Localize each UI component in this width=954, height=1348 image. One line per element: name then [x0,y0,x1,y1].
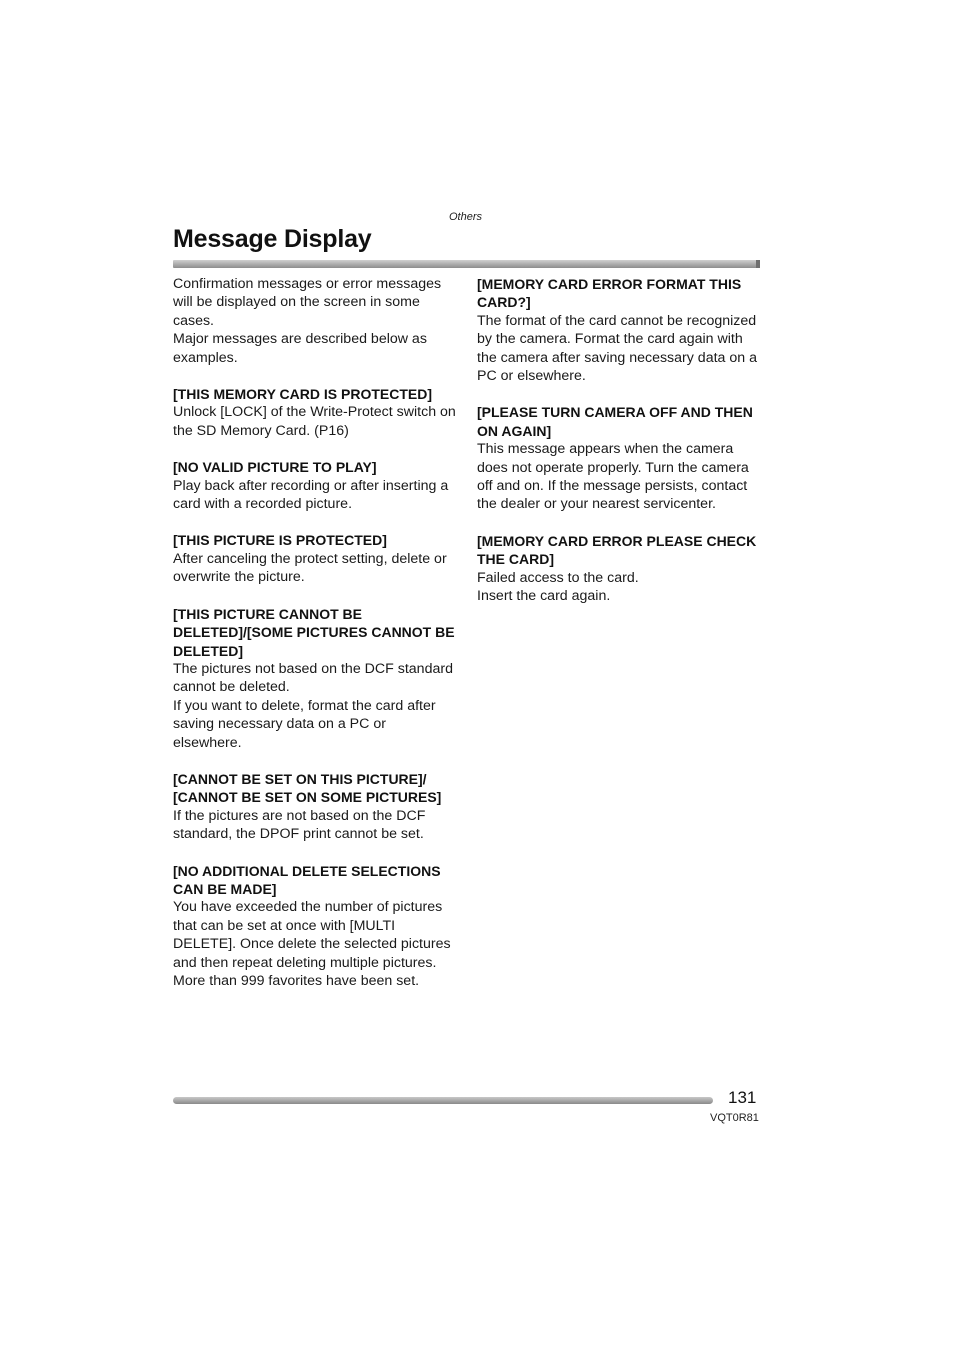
model-code: VQT0R81 [710,1112,759,1124]
message-entry [477,532,761,606]
message-description [477,569,761,606]
message-heading: [THIS PICTURE IS PROTECTED] [173,532,387,549]
description-line: The pictures not based on the DCF standard cannot be deleted. [173,660,453,696]
description-line: Unlock [LOCK] of the Write-Protect switch on the SD Memory Card. (P16) [173,404,456,439]
intro-paragraph: Major messages are described below as examples. [173,331,427,366]
message-description [173,807,458,844]
message-entry [173,458,458,513]
right-column [477,275,761,624]
message-description [173,477,458,514]
message-entry [477,275,761,385]
message-description [477,312,761,386]
message-heading: [NO VALID PICTURE TO PLAY] [173,459,377,476]
message-description [173,550,458,587]
description-line: After canceling the protect setting, delete or overwrite the picture. [173,550,447,586]
message-heading: [MEMORY CARD ERROR FORMAT THIS CARD?] [477,276,742,311]
page-number: 131 [728,1088,757,1107]
message-heading: [MEMORY CARD ERROR PLEASE CHECK THE CARD] [477,532,757,568]
message-entry [477,403,761,513]
description-line: If you want to delete, format the card after saving necessary data on a PC or elsewhere. [173,697,436,751]
message-heading: [NO ADDITIONAL DELETE SELECTIONS CAN BE MADE] [173,862,441,897]
message-heading: [PLEASE TURN CAMERA OFF AND THEN ON AGAIN] [477,404,753,439]
message-entry [173,605,458,752]
message-description [173,898,458,990]
message-heading: [CANNOT BE SET ON THIS PICTURE]/ [CANNOT BE SET ON SOME PICTURES] [173,770,442,806]
description-line: This message appears when the camera does not operate properly. Turn the camera off and on. If the message persists, contact the dealer or your nearest servicenter. [477,441,749,513]
message-entry [173,770,458,844]
description-line: More than 999 favorites have been set. [173,973,420,989]
description-line: Insert the card again. [477,588,611,605]
section-label: Others [449,211,483,223]
message-heading: [THIS PICTURE CANNOT BE DELETED]/[SOME PICTURES CANNOT BE DELETED] [173,605,455,659]
description-line: If the pictures are not based on the DCF standard, the DPOF print cannot be set. [173,807,426,843]
description-line: Failed access to the card. [477,569,639,586]
message-description [477,440,761,514]
description-line: Play back after recording or after inserting a card with a recorded picture. [173,477,449,513]
intro-text [173,275,458,367]
message-entry [173,385,458,440]
footer-rule [173,1097,713,1104]
title-rule [173,260,760,268]
description-line: You have exceeded the number of pictures that can be set at once with [MULTI DELETE]. Once delete the selected pictures and then repeat deleting multiple pictures. [173,899,451,971]
description-line: The format of the card cannot be recognized by the camera. Format the card again with the camera after saving necessary data on a PC or elsewhere. [477,312,757,385]
intro-paragraph: Confirmation messages or error messages will be displayed on the screen in some cases. [173,276,442,329]
left-column [173,275,458,1008]
message-description [173,660,458,752]
message-heading: [THIS MEMORY CARD IS PROTECTED] [173,386,433,403]
message-entry [173,531,458,586]
message-entry [173,862,458,991]
message-description [173,403,458,440]
page-title: Message Display [173,225,372,253]
